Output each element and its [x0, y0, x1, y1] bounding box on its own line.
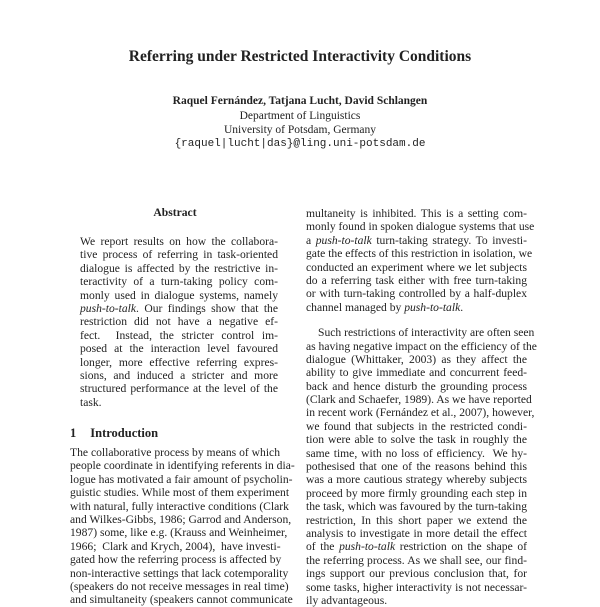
department: Department of Linguistics [239, 110, 361, 122]
text-segment: back and hence disturb the grounding process [306, 379, 527, 393]
italic-term: push-to-talk [80, 301, 137, 315]
section-number: 1 [70, 426, 77, 440]
text-line [306, 581, 527, 594]
text-segment: longer, more effective referring expres- [80, 355, 278, 369]
text-segment: tion were able to solve the task in roughly the [306, 433, 527, 447]
text-line [70, 459, 295, 473]
text-line [70, 472, 293, 486]
text-segment: monly found in spoken dialogue systems that use [306, 220, 535, 234]
text-line [306, 274, 527, 287]
text-line [306, 433, 527, 446]
text-line [306, 287, 527, 300]
text-line [306, 326, 535, 340]
text-segment: multaneity is inhibited. This is a setting com- [306, 207, 527, 220]
right-column-body [306, 207, 537, 607]
text-line [306, 301, 527, 314]
text-segment: channel managed by [306, 300, 405, 314]
text-line [306, 540, 527, 553]
text-line [80, 235, 278, 248]
text-line [80, 382, 278, 395]
text-line [80, 262, 278, 275]
text-line [306, 594, 527, 607]
text-line [80, 396, 278, 409]
text-line [306, 234, 527, 247]
text-segment: teractivity of a turn-taking policy com- [80, 275, 278, 289]
text-segment: fect. Instead, the stricter control im- [80, 328, 278, 342]
text-segment: dialogue (Whittaker, 2003) as they affect the [306, 352, 527, 366]
text-line [306, 500, 527, 513]
text-line [306, 487, 527, 500]
text-line [70, 566, 289, 580]
paper-title: Referring under Restricted Interactivity Conditions [128, 48, 472, 65]
university: University of Potsdam, Germany [223, 124, 377, 136]
text-segment: sions, and induced a stricter and more [80, 368, 278, 382]
text-line [306, 339, 537, 353]
text-segment: task. [80, 395, 102, 409]
italic-term: push-to-talk [339, 540, 396, 554]
text-line [306, 207, 527, 220]
text-line [80, 329, 278, 342]
text-segment: monly used in dialogue systems, namely [80, 288, 278, 302]
text-line [306, 220, 535, 234]
text-line [80, 302, 278, 315]
text-segment: turn-taking strategy. To investi- [371, 233, 528, 247]
text-line [70, 579, 289, 593]
text-line [306, 527, 527, 540]
text-segment: non-interactive settings that lack cotemporality [70, 566, 289, 580]
text-segment: . Our findings show that the [136, 301, 278, 315]
text-line [306, 514, 527, 527]
introduction-body [70, 446, 295, 607]
text-segment: posed at the interaction level favoured [80, 342, 278, 356]
text-segment: do a referring task either with free turn-taking [306, 273, 527, 287]
text-line [306, 420, 527, 433]
text-line [70, 526, 288, 540]
text-line [306, 473, 527, 486]
text-line [306, 366, 527, 379]
text-segment: the referring process. As we shall see, our find- [306, 553, 527, 567]
text-segment: we found that subjects in the restricted condi- [306, 419, 527, 433]
text-segment: and Wilkes-Gibbs, 1986; Garrod and Anderson, [70, 512, 292, 526]
text-line [80, 248, 278, 261]
italic-term: push-to-talk [404, 300, 461, 314]
text-segment: Such restrictions of interactivity are often seen [318, 326, 535, 340]
text-line [80, 275, 278, 288]
text-segment: The collaborative process by means of which [70, 446, 280, 459]
text-segment: dialogue is affected by the restrictive in- [80, 261, 278, 275]
text-segment: was a more cautious strategy whereby subjects [306, 473, 527, 487]
text-line [70, 499, 289, 513]
text-segment: a [306, 233, 316, 247]
text-segment: the task, which was favoured by the turn-taking [306, 500, 527, 514]
text-segment: tive process of referring in task-oriented [80, 248, 278, 262]
text-segment: of the [306, 540, 340, 554]
authors: Raquel Fernández, Tatjana Lucht, David Schlangen [172, 95, 428, 107]
text-line [306, 247, 533, 261]
text-line [70, 486, 290, 500]
text-line [70, 553, 280, 566]
text-segment: structured performance at the level of the [80, 382, 278, 396]
text-segment: We report results on how the collabora- [80, 235, 278, 248]
text-line [306, 554, 527, 567]
text-segment: same time, with no loss of efficiency. We hy- [306, 446, 527, 460]
text-line [70, 512, 292, 526]
text-segment: with natural, fully interactive conditions (Clark [70, 499, 289, 513]
text-segment: gated how the referring process is affected by [70, 553, 282, 567]
italic-term: push-to-talk [315, 233, 372, 247]
paragraph-gap [306, 314, 527, 326]
text-segment: gate the effects of this restriction in isolation, we [306, 247, 533, 261]
text-segment: some tasks, higher interactivity is not necessar- [306, 580, 527, 594]
text-line [80, 289, 278, 302]
text-segment: restriction did not have a negative ef- [80, 315, 278, 329]
text-segment: 1966; Clark and Krych, 2004), have investi- [70, 539, 281, 553]
text-segment: ings support our previous conclusion that, for [306, 567, 527, 581]
text-segment: analysis to investigate in more detail the effect [306, 526, 527, 540]
text-line [306, 393, 532, 407]
text-line [306, 567, 527, 580]
section-title: Introduction [90, 426, 159, 440]
text-line [80, 315, 278, 328]
text-line [80, 369, 278, 382]
text-segment: as having negative impact on the efficiency of the [306, 339, 537, 353]
section-heading-introduction [70, 426, 158, 441]
text-line [80, 356, 278, 369]
text-segment: restriction on the shape of [395, 540, 527, 554]
text-line [70, 446, 280, 459]
abstract-body [80, 235, 278, 409]
text-segment: ily advantageous. [306, 593, 388, 607]
text-segment: and simultaneity (speakers cannot communicate [70, 593, 293, 607]
text-segment: or with turn-taking controlled by a half-duplex [306, 287, 527, 301]
text-line [306, 447, 527, 460]
text-line [80, 342, 278, 355]
text-line [306, 406, 535, 420]
text-line [306, 460, 527, 473]
text-segment: proceed by more firmly grounding each step in [306, 486, 527, 500]
text-segment: people coordinate in identifying referents in dia- [70, 459, 295, 473]
text-segment: . [460, 300, 464, 314]
text-segment: conducted an experiment where we let subjects [306, 260, 527, 274]
text-segment: 1987) some, like e.g. (Krauss and Weinheimer, [70, 526, 288, 540]
text-line [306, 380, 527, 393]
text-segment: (Clark and Schaefer, 1989). As we have reported [306, 393, 532, 407]
text-line [70, 540, 280, 553]
text-line [306, 261, 527, 274]
text-segment: restriction, In this short paper we extend the [306, 513, 527, 527]
text-segment: guistic studies. While most of them experiment [70, 486, 290, 500]
text-segment: pothesised that one of the reasons behind this [306, 460, 527, 474]
text-line [306, 353, 527, 366]
text-segment: ability to give immediate and concurrent feed- [306, 366, 527, 380]
text-segment: in recent work (Fernández et al., 2007), however, [306, 406, 535, 420]
email: {raquel|lucht|das}@ling.uni-potsdam.de [174, 138, 426, 150]
text-segment: (speakers do not receive messages in real time) [70, 579, 289, 593]
text-segment: logue has motivated a fair amount of psycholin- [70, 472, 293, 486]
abstract-heading: Abstract [153, 206, 197, 219]
